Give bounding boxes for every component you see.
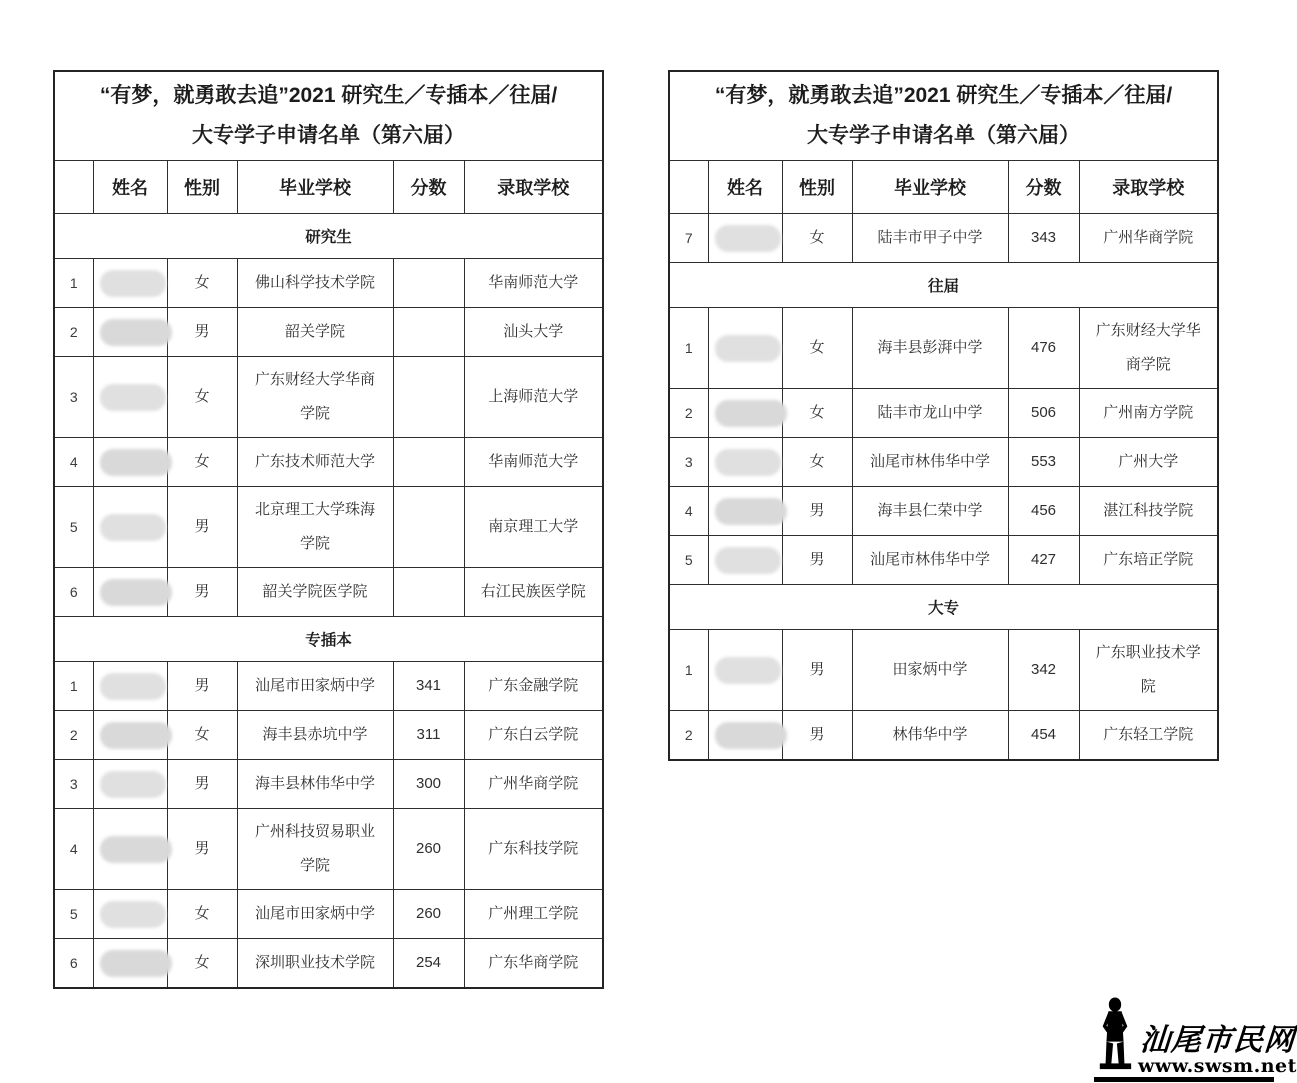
score-cell: 553 — [1008, 438, 1079, 487]
table-title — [54, 71, 603, 161]
redacted-name-blob — [715, 498, 787, 525]
gender-cell: 女 — [782, 389, 852, 438]
row-number-cell: 2 — [669, 711, 708, 761]
name-cell — [93, 259, 167, 308]
gender-cell: 女 — [782, 438, 852, 487]
name-cell — [708, 214, 782, 263]
score-cell: 343 — [1008, 214, 1079, 263]
column-header: 姓名 — [708, 161, 782, 214]
table-row — [54, 568, 603, 617]
redacted-name-blob — [715, 335, 781, 362]
table-row — [669, 438, 1218, 487]
graduated-school-cell: 北京理工大学珠海 学院 — [237, 487, 393, 568]
person-silhouette-icon — [1094, 997, 1136, 1076]
redacted-name-blob — [100, 579, 172, 606]
name-cell — [93, 487, 167, 568]
gender-cell: 女 — [167, 357, 237, 438]
row-number-cell: 3 — [54, 357, 93, 438]
redacted-name-blob — [715, 547, 781, 574]
table-title-row — [54, 71, 603, 161]
admitted-school-cell: 广州理工学院 — [464, 890, 603, 939]
column-header: 分数 — [1008, 161, 1079, 214]
score-cell: 456 — [1008, 487, 1079, 536]
name-cell — [708, 438, 782, 487]
name-cell — [708, 389, 782, 438]
column-header: 性别 — [167, 161, 237, 214]
admitted-school-cell: 汕头大学 — [464, 308, 603, 357]
graduated-school-cell: 汕尾市田家炳中学 — [237, 890, 393, 939]
row-number-cell: 2 — [54, 308, 93, 357]
section-row — [54, 214, 603, 259]
admitted-school-cell: 广州南方学院 — [1079, 389, 1218, 438]
score-cell: 342 — [1008, 630, 1079, 711]
score-cell: 260 — [393, 890, 464, 939]
name-cell — [93, 760, 167, 809]
graduated-school-cell: 佛山科学技术学院 — [237, 259, 393, 308]
redacted-name-blob — [100, 270, 166, 297]
table-row — [54, 711, 603, 760]
table-row — [669, 214, 1218, 263]
graduated-school-cell: 深圳职业技术学院 — [237, 939, 393, 989]
table-row — [54, 890, 603, 939]
score-cell: 454 — [1008, 711, 1079, 761]
table-row — [669, 389, 1218, 438]
table-row — [54, 259, 603, 308]
gender-cell: 男 — [167, 809, 237, 890]
row-number-cell: 3 — [54, 760, 93, 809]
redacted-name-blob — [100, 449, 172, 476]
redacted-name-blob — [100, 384, 166, 411]
section-row — [669, 263, 1218, 308]
row-number-cell: 4 — [54, 809, 93, 890]
name-cell — [93, 568, 167, 617]
table-row — [669, 711, 1218, 761]
graduated-school-cell: 汕尾市田家炳中学 — [237, 662, 393, 711]
table-row — [54, 760, 603, 809]
applicant-table-right — [668, 70, 1219, 761]
score-cell — [393, 308, 464, 357]
row-number-cell: 5 — [54, 487, 93, 568]
row-number-cell: 4 — [669, 487, 708, 536]
table-title-row — [669, 71, 1218, 161]
name-cell — [708, 487, 782, 536]
header-row — [54, 161, 603, 214]
admitted-school-cell: 华南师范大学 — [464, 259, 603, 308]
graduated-school-cell: 海丰县赤坑中学 — [237, 711, 393, 760]
score-cell: 300 — [393, 760, 464, 809]
gender-cell: 女 — [782, 214, 852, 263]
score-cell: 260 — [393, 809, 464, 890]
admitted-school-cell: 广东职业技术学 院 — [1079, 630, 1218, 711]
graduated-school-cell: 海丰县彭湃中学 — [852, 308, 1008, 389]
table-row — [54, 662, 603, 711]
score-cell — [393, 568, 464, 617]
admitted-school-cell: 广东财经大学华 商学院 — [1079, 308, 1218, 389]
redacted-name-blob — [100, 950, 172, 977]
name-cell — [708, 536, 782, 585]
redacted-name-blob — [100, 901, 166, 928]
score-cell: 476 — [1008, 308, 1079, 389]
table-row — [669, 308, 1218, 389]
graduated-school-cell: 陆丰市甲子中学 — [852, 214, 1008, 263]
redacted-name-blob — [100, 771, 166, 798]
graduated-school-cell: 海丰县林伟华中学 — [237, 760, 393, 809]
redacted-name-blob — [100, 673, 166, 700]
admitted-school-cell: 广东华商学院 — [464, 939, 603, 989]
table-row — [54, 308, 603, 357]
gender-cell: 男 — [167, 308, 237, 357]
column-header: 姓名 — [93, 161, 167, 214]
score-cell: 311 — [393, 711, 464, 760]
redacted-name-blob — [100, 836, 172, 863]
section-row — [669, 585, 1218, 630]
redacted-name-blob — [715, 449, 781, 476]
graduated-school-cell: 田家炳中学 — [852, 630, 1008, 711]
gender-cell: 男 — [167, 662, 237, 711]
table-title-line2: 大专学子申请名单（第六届） — [807, 124, 1081, 147]
score-cell: 341 — [393, 662, 464, 711]
graduated-school-cell: 广州科技贸易职业 学院 — [237, 809, 393, 890]
row-number-cell: 6 — [54, 568, 93, 617]
graduated-school-cell: 韶关学院医学院 — [237, 568, 393, 617]
admitted-school-cell: 广州华商学院 — [464, 760, 603, 809]
redacted-name-blob — [100, 514, 166, 541]
gender-cell: 男 — [782, 536, 852, 585]
admitted-school-cell: 广州华商学院 — [1079, 214, 1218, 263]
gender-cell: 男 — [167, 760, 237, 809]
score-cell — [393, 438, 464, 487]
table-row — [54, 939, 603, 989]
redacted-name-blob — [715, 225, 781, 252]
column-header: 毕业学校 — [852, 161, 1008, 214]
name-cell — [708, 630, 782, 711]
table-title-line1: “有梦，就勇敢去追”2021 研究生／专插本／往届/ — [714, 84, 1173, 107]
admitted-school-cell: 广东金融学院 — [464, 662, 603, 711]
score-cell: 506 — [1008, 389, 1079, 438]
row-number-cell: 5 — [54, 890, 93, 939]
score-cell — [393, 357, 464, 438]
graduated-school-cell: 汕尾市林伟华中学 — [852, 536, 1008, 585]
admitted-school-cell: 南京理工大学 — [464, 487, 603, 568]
section-label: 往届 — [669, 263, 1218, 308]
redacted-name-blob — [715, 657, 781, 684]
name-cell — [708, 711, 782, 761]
column-header: 录取学校 — [464, 161, 603, 214]
section-label: 大专 — [669, 585, 1218, 630]
row-number-cell: 1 — [669, 308, 708, 389]
graduated-school-cell: 陆丰市龙山中学 — [852, 389, 1008, 438]
score-cell — [393, 487, 464, 568]
header-row — [669, 161, 1218, 214]
score-cell: 254 — [393, 939, 464, 989]
row-number-cell: 2 — [54, 711, 93, 760]
gender-cell: 男 — [167, 568, 237, 617]
row-number-cell: 1 — [54, 259, 93, 308]
row-number-cell: 2 — [669, 389, 708, 438]
admitted-school-cell: 广东培正学院 — [1079, 536, 1218, 585]
admitted-school-cell: 广东轻工学院 — [1079, 711, 1218, 761]
graduated-school-cell: 韶关学院 — [237, 308, 393, 357]
graduated-school-cell: 林伟华中学 — [852, 711, 1008, 761]
redacted-name-blob — [715, 400, 787, 427]
name-cell — [93, 662, 167, 711]
gender-cell: 男 — [782, 630, 852, 711]
gender-cell: 女 — [782, 308, 852, 389]
graduated-school-cell: 海丰县仁荣中学 — [852, 487, 1008, 536]
table-row — [669, 487, 1218, 536]
table-title — [669, 71, 1218, 161]
row-number-cell: 5 — [669, 536, 708, 585]
gender-cell: 女 — [167, 438, 237, 487]
table-title-line2: 大专学子申请名单（第六届） — [192, 124, 466, 147]
table-row — [54, 809, 603, 890]
column-header — [669, 161, 708, 214]
applicant-table-left — [53, 70, 604, 989]
row-number-cell: 6 — [54, 939, 93, 989]
admitted-school-cell: 湛江科技学院 — [1079, 487, 1218, 536]
name-cell — [93, 809, 167, 890]
name-cell — [93, 939, 167, 989]
admitted-school-cell: 右江民族医学院 — [464, 568, 603, 617]
gender-cell: 女 — [167, 939, 237, 989]
gender-cell: 女 — [167, 259, 237, 308]
admitted-school-cell: 广东科技学院 — [464, 809, 603, 890]
table-row — [669, 630, 1218, 711]
gender-cell: 女 — [167, 890, 237, 939]
graduated-school-cell: 广东财经大学华商 学院 — [237, 357, 393, 438]
column-header: 性别 — [782, 161, 852, 214]
table-title-line1: “有梦，就勇敢去追”2021 研究生／专插本／往届/ — [99, 84, 558, 107]
redacted-name-blob — [100, 319, 172, 346]
redacted-name-blob — [715, 722, 787, 749]
name-cell — [93, 711, 167, 760]
gender-cell: 女 — [167, 711, 237, 760]
gender-cell: 男 — [782, 711, 852, 761]
admitted-school-cell: 广东白云学院 — [464, 711, 603, 760]
gender-cell: 男 — [167, 487, 237, 568]
graduated-school-cell: 汕尾市林伟华中学 — [852, 438, 1008, 487]
row-number-cell: 3 — [669, 438, 708, 487]
table-row — [54, 438, 603, 487]
admitted-school-cell: 上海师范大学 — [464, 357, 603, 438]
name-cell — [708, 308, 782, 389]
score-cell: 427 — [1008, 536, 1079, 585]
column-header: 毕业学校 — [237, 161, 393, 214]
row-number-cell: 1 — [669, 630, 708, 711]
row-number-cell: 4 — [54, 438, 93, 487]
graduated-school-cell: 广东技术师范大学 — [237, 438, 393, 487]
name-cell — [93, 308, 167, 357]
name-cell — [93, 438, 167, 487]
column-header — [54, 161, 93, 214]
row-number-cell: 7 — [669, 214, 708, 263]
section-row — [54, 617, 603, 662]
row-number-cell: 1 — [54, 662, 93, 711]
site-watermark — [1094, 997, 1297, 1082]
column-header: 分数 — [393, 161, 464, 214]
gender-cell: 男 — [782, 487, 852, 536]
section-label: 专插本 — [54, 617, 603, 662]
table-row — [54, 357, 603, 438]
column-header: 录取学校 — [1079, 161, 1218, 214]
table-row — [54, 487, 603, 568]
section-label: 研究生 — [54, 214, 603, 259]
watermark-site-url: www.swsm.net — [1138, 1055, 1297, 1077]
score-cell — [393, 259, 464, 308]
name-cell — [93, 357, 167, 438]
admitted-school-cell: 广州大学 — [1079, 438, 1218, 487]
admitted-school-cell: 华南师范大学 — [464, 438, 603, 487]
redacted-name-blob — [100, 722, 172, 749]
watermark-site-name: 汕尾市民网 — [1138, 1023, 1297, 1058]
name-cell — [93, 890, 167, 939]
watermark-underline — [1094, 1077, 1274, 1082]
table-row — [669, 536, 1218, 585]
